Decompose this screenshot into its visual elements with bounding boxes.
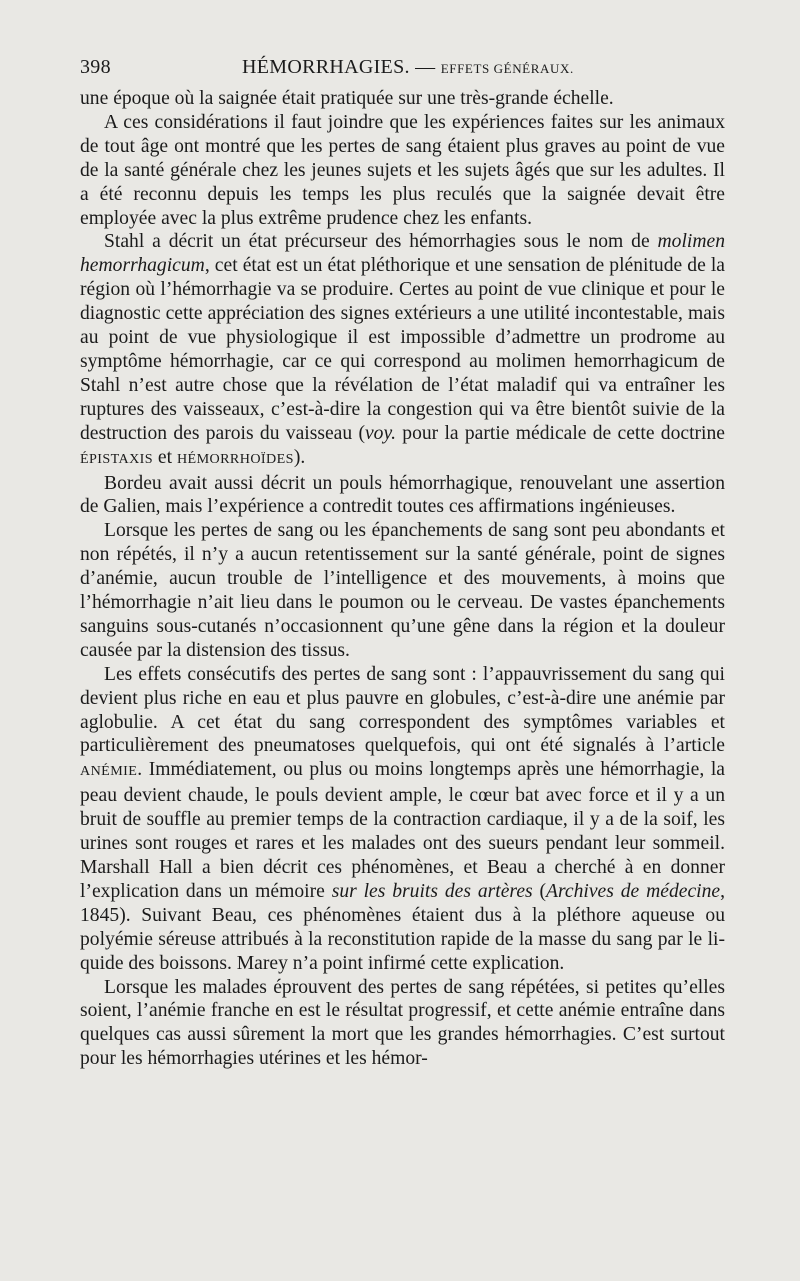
running-title — [242, 56, 574, 79]
body-text — [80, 87, 725, 1071]
cross-reference-anemie: ANÉMIE — [80, 763, 138, 780]
text-run: ( — [532, 880, 547, 902]
cross-reference-hemorrhoides: HÉMORRHOÏDES — [176, 450, 294, 467]
running-title-sub: EFFETS GÉNÉRAUX. — [440, 61, 574, 76]
italic-term-molimen: molimen hemorrhagicum — [80, 231, 725, 277]
running-title-separator: — — [409, 56, 441, 78]
paragraph-stahl — [80, 230, 725, 471]
page-number: 398 — [80, 56, 111, 78]
italic-memoire-title: sur les bruits des artères — [331, 880, 533, 902]
paragraph-pertes-repetees: Lorsque les malades éprouvent des pertes de sang répétées, si petites qu’elles soient, l’anémie franche en est le résultat progressif, et cette anémie entraîne dans quelques cas aussi sûrement la mort que les grandes hémorrhagies. C’est surtout pour les hémorrhagies utérines et les hémor- — [80, 976, 725, 1070]
paragraph-bordeu: Bordeu avait aussi décrit un pouls hémorrhagique, renouvelant une assertion de Galien, mais l’expérience a contredit toutes ces affirmations ingénieuses. — [80, 472, 725, 518]
paragraph-lorsque-pertes: Lorsque les pertes de sang ou les épanchements de sang sont peu abondants et non répétés, il n’y a aucun retentissement sur la santé générale, point de signes d’anémie, aucun trouble de l’intelligence et des mouvements, à moins que l’hémorrhagie n’ait lieu dans le poumon ou le cerveau. De vastes épanchements sanguins sous-cutanés n’occasionnent qu’une gêne dans la région et la douleur causée par la distension des tissus. — [80, 520, 725, 661]
text-run: Les effets consécutifs des pertes de sang sont : l’appauvrissement du sang qui devient plus riche en eau et plus pauvre en globules, c’est-à-dire une anémie par aglobulie. A cet état du sang correspondent des symptômes variables et particulièrement des pneumatoses quelquefois, qui ont été signalés à l’article — [80, 663, 725, 757]
text-run: , 1845). Suivant Beau, ces phénomènes étaient dus à la pléthore aqueuse ou polyémie séreuse attribués à la reconstitution rapide de la masse du sang par le liquide des boissons. Marey n’a point infirmé cette explication. — [80, 880, 725, 974]
paragraph-continued: une époque où la saignée était pratiquée sur une très-grande échelle. — [80, 88, 614, 109]
italic-archives: Archives de médecine — [546, 880, 721, 902]
paragraph-considerations: A ces considérations il faut joindre que les expériences faites sur les animaux de tout âge ont montré que les pertes de sang étaient plus graves au point de vue de la santé générale chez les jeunes sujets et les sujets âgés que sur les adultes. Il a été reconnu depuis les temps les plus reculés que la saignée devait être employée avec la plus extrême prudence chez les enfants. — [80, 111, 725, 229]
running-title-main: HÉMORRHAGIES. — [242, 56, 410, 78]
text-run: ). — [293, 446, 306, 468]
cross-reference-epistaxis: ÉPISTAXIS — [80, 450, 154, 467]
text-run: . Immédiatement, ou plus ou moins longtemps après une hémorrhagie, la peau devient chaude, le pouls devient ample, le cœur bat avec force et il y a un bruit de souffle au premier temps de la contraction cardiaque, il y a de la soif, les urines sont rouges et rares et les malades ont des sueurs pendant leur sommeil. Marshall Hall a bien décrit ces phénomènes, et Beau a cherché à en donner l’explication dans un mémoire — [80, 759, 725, 902]
running-head — [80, 56, 725, 84]
text-run: et — [153, 446, 177, 468]
text-run: , cet état est un état pléthorique et une sensation de plénitude de la région où l’hémorrhagie va se produire. Certes au point de vue clinique et pour le diagnostic cette appréciation des signes extérieurs a une utilité incontestable, mais au point de vue physiologique il est impossible d’admettre un prodrome au symptôme hémorrhagie, car ce qui correspond au molimen hemorrhagicum de Stahl n’est autre chose que la révélation de l’état maladif qui va entraîner les ruptures des vaisseaux, c’est-à-dire la congestion qui va être bientôt suivie de la destruction des parois du vaisseau ( — [80, 255, 725, 444]
paragraph-effets-consecutifs — [80, 663, 725, 976]
italic-voy: voy. — [364, 422, 396, 444]
text-run: Stahl a décrit un état précurseur des hémorrhagies sous le nom de — [104, 231, 658, 253]
text-run: pour la partie médicale de cette doctrine — [395, 422, 725, 444]
